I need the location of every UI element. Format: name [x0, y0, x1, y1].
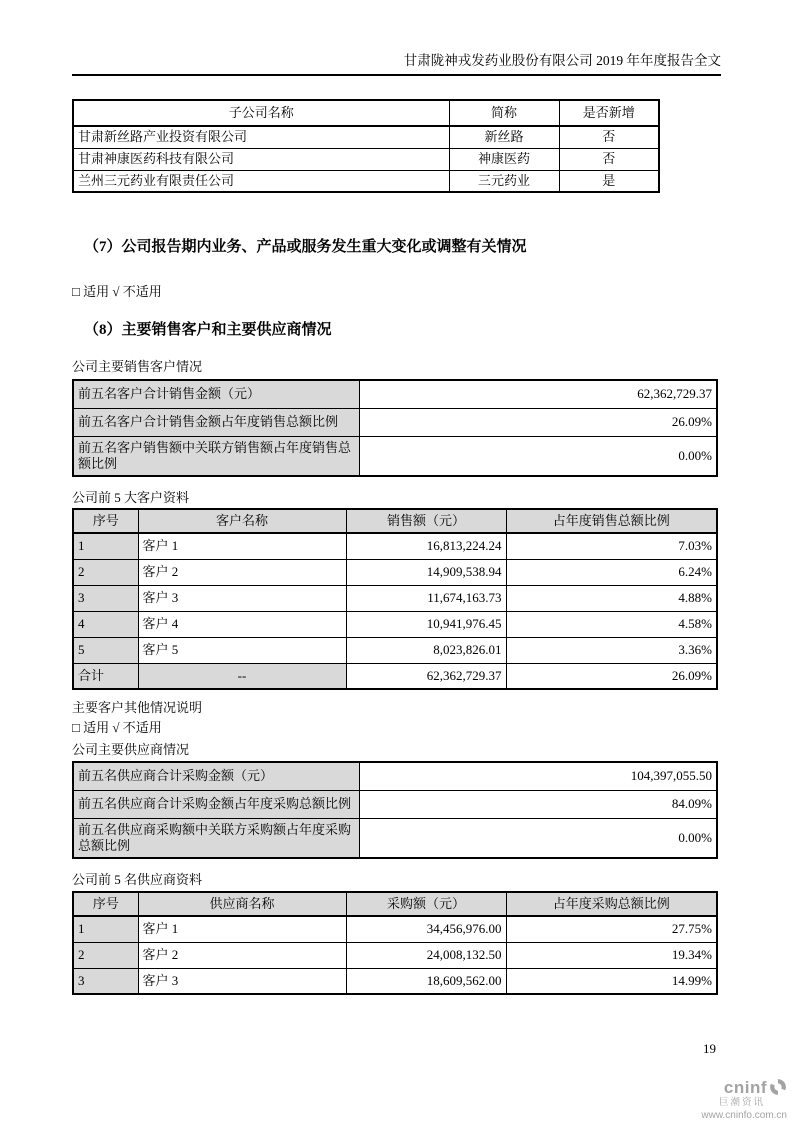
cell-total-pct: 26.09% — [506, 663, 717, 689]
cell-sales-pct: 7.03% — [506, 533, 717, 559]
cell-customer-name: 客户 3 — [138, 585, 346, 611]
cell-no: 4 — [73, 611, 138, 637]
cell-purchase-amount: 18,609,562.00 — [346, 968, 506, 994]
cell-customer-name: 客户 4 — [138, 611, 346, 637]
table-row — [73, 170, 659, 192]
cell-supplier-name: 客户 2 — [138, 942, 346, 968]
table-row — [73, 968, 717, 994]
cell-is-new: 否 — [559, 148, 659, 170]
page-number: 19 — [703, 1041, 716, 1056]
suppliers-summary-table — [72, 761, 718, 859]
cell-value: 62,362,729.37 — [359, 380, 717, 408]
cell-purchase-pct: 14.99% — [506, 968, 717, 994]
customers-note-title: 主要客户其他情况说明 — [72, 700, 203, 715]
cell-is-new: 是 — [559, 170, 659, 192]
cell-sales-amount: 11,674,163.73 — [346, 585, 506, 611]
cell-no: 3 — [73, 585, 138, 611]
cell-label: 前五名供应商合计采购金额（元） — [73, 762, 359, 790]
cell-is-new: 否 — [559, 126, 659, 148]
cell-sales-pct: 3.36% — [506, 637, 717, 663]
applicability-note: □ 适用 √ 不适用 — [72, 284, 162, 299]
table-row — [73, 942, 717, 968]
table-row — [73, 611, 717, 637]
cell-total-name: -- — [138, 663, 346, 689]
section-8-heading: （8）主要销售客户和主要供应商情况 — [84, 322, 332, 338]
col-header-customer-name: 客户名称 — [138, 509, 346, 533]
table-row — [73, 790, 717, 818]
cell-customer-name: 客户 5 — [138, 637, 346, 663]
report-header-title: 甘肃陇神戎发药业股份有限公司 2019 年年度报告全文 — [72, 0, 721, 76]
cell-value: 104,397,055.50 — [359, 762, 717, 790]
cninfo-chinese-name: 巨潮资讯 — [718, 1097, 765, 1108]
cell-no: 2 — [73, 942, 138, 968]
cell-subsidiary-name: 甘肃神康医药科技有限公司 — [73, 148, 449, 170]
table-row — [73, 436, 717, 476]
cell-purchase-amount: 24,008,132.50 — [346, 942, 506, 968]
cell-supplier-name: 客户 3 — [138, 968, 346, 994]
cell-label: 前五名客户合计销售金额占年度销售总额比例 — [73, 408, 359, 436]
cell-value: 84.09% — [359, 790, 717, 818]
col-header-purchase-pct: 占年度采购总额比例 — [506, 892, 717, 916]
cell-subsidiary-name: 甘肃新丝路产业投资有限公司 — [73, 126, 449, 148]
col-header-no: 序号 — [73, 509, 138, 533]
table-row — [73, 637, 717, 663]
cninfo-brand-text: cninf — [723, 1077, 767, 1097]
cninfo-swirl-icon — [769, 1078, 787, 1096]
suppliers-intro-label: 公司主要供应商情况 — [72, 742, 190, 757]
table-row — [73, 916, 717, 942]
cell-purchase-pct: 19.34% — [506, 942, 717, 968]
table-row — [73, 380, 717, 408]
col-header-subsidiary-name: 子公司名称 — [73, 100, 449, 126]
cell-subsidiary-name: 兰州三元药业有限责任公司 — [73, 170, 449, 192]
col-header-sales-amount: 销售额（元） — [346, 509, 506, 533]
section-7-heading: （7）公司报告期内业务、产品或服务发生重大变化或调整有关情况 — [84, 239, 527, 255]
cell-no: 2 — [73, 559, 138, 585]
cell-label: 前五名供应商合计采购金额占年度采购总额比例 — [73, 790, 359, 818]
cell-short-name: 神康医药 — [449, 148, 559, 170]
col-header-sales-pct: 占年度销售总额比例 — [506, 509, 717, 533]
cninfo-logo — [701, 1078, 787, 1121]
table-row — [73, 762, 717, 790]
table-header-row — [73, 892, 717, 916]
table-header-row — [73, 509, 717, 533]
cell-no: 1 — [73, 916, 138, 942]
table-row — [73, 818, 717, 858]
cell-sales-pct: 4.88% — [506, 585, 717, 611]
cell-customer-name: 客户 2 — [138, 559, 346, 585]
cell-purchase-pct: 27.75% — [506, 916, 717, 942]
table-row — [73, 533, 717, 559]
cell-label: 前五名供应商采购额中关联方采购额占年度采购总额比例 — [73, 818, 359, 858]
top5-customers-table — [72, 508, 718, 690]
table-total-row — [73, 663, 717, 689]
cell-total-label: 合计 — [73, 663, 138, 689]
cell-value: 0.00% — [359, 818, 717, 858]
table-row — [73, 585, 717, 611]
cell-supplier-name: 客户 1 — [138, 916, 346, 942]
customers-summary-table — [72, 379, 718, 477]
cell-total-amount: 62,362,729.37 — [346, 663, 506, 689]
cell-no: 3 — [73, 968, 138, 994]
col-header-is-new: 是否新增 — [559, 100, 659, 126]
col-header-purchase-amount: 采购额（元） — [346, 892, 506, 916]
cell-customer-name: 客户 1 — [138, 533, 346, 559]
table-row — [73, 559, 717, 585]
cell-sales-amount: 8,023,826.01 — [346, 637, 506, 663]
cell-value: 26.09% — [359, 408, 717, 436]
col-header-no: 序号 — [73, 892, 138, 916]
table-row — [73, 148, 659, 170]
cell-sales-amount: 14,909,538.94 — [346, 559, 506, 585]
cell-short-name: 三元药业 — [449, 170, 559, 192]
cell-sales-pct: 6.24% — [506, 559, 717, 585]
cell-no: 5 — [73, 637, 138, 663]
subsidiaries-table — [72, 99, 660, 193]
table-header-row — [73, 100, 659, 126]
cell-purchase-amount: 34,456,976.00 — [346, 916, 506, 942]
cell-label: 前五名客户销售额中关联方销售额占年度销售总额比例 — [73, 436, 359, 476]
cell-value: 0.00% — [359, 436, 717, 476]
top5-suppliers-title: 公司前 5 名供应商资料 — [72, 872, 203, 887]
cell-sales-amount: 16,813,224.24 — [346, 533, 506, 559]
cell-label: 前五名客户合计销售金额（元） — [73, 380, 359, 408]
customers-intro-label: 公司主要销售客户情况 — [72, 359, 203, 374]
cell-sales-pct: 4.58% — [506, 611, 717, 637]
col-header-short-name: 简称 — [449, 100, 559, 126]
cell-no: 1 — [73, 533, 138, 559]
cell-short-name: 新丝路 — [449, 126, 559, 148]
cninfo-url: www.cninfo.com.cn — [701, 1109, 787, 1121]
cell-sales-amount: 10,941,976.45 — [346, 611, 506, 637]
top5-suppliers-table — [72, 891, 718, 995]
applicability-note: □ 适用 √ 不适用 — [72, 720, 162, 735]
top5-customers-title: 公司前 5 大客户资料 — [72, 490, 190, 505]
table-row — [73, 126, 659, 148]
col-header-supplier-name: 供应商名称 — [138, 892, 346, 916]
table-row — [73, 408, 717, 436]
